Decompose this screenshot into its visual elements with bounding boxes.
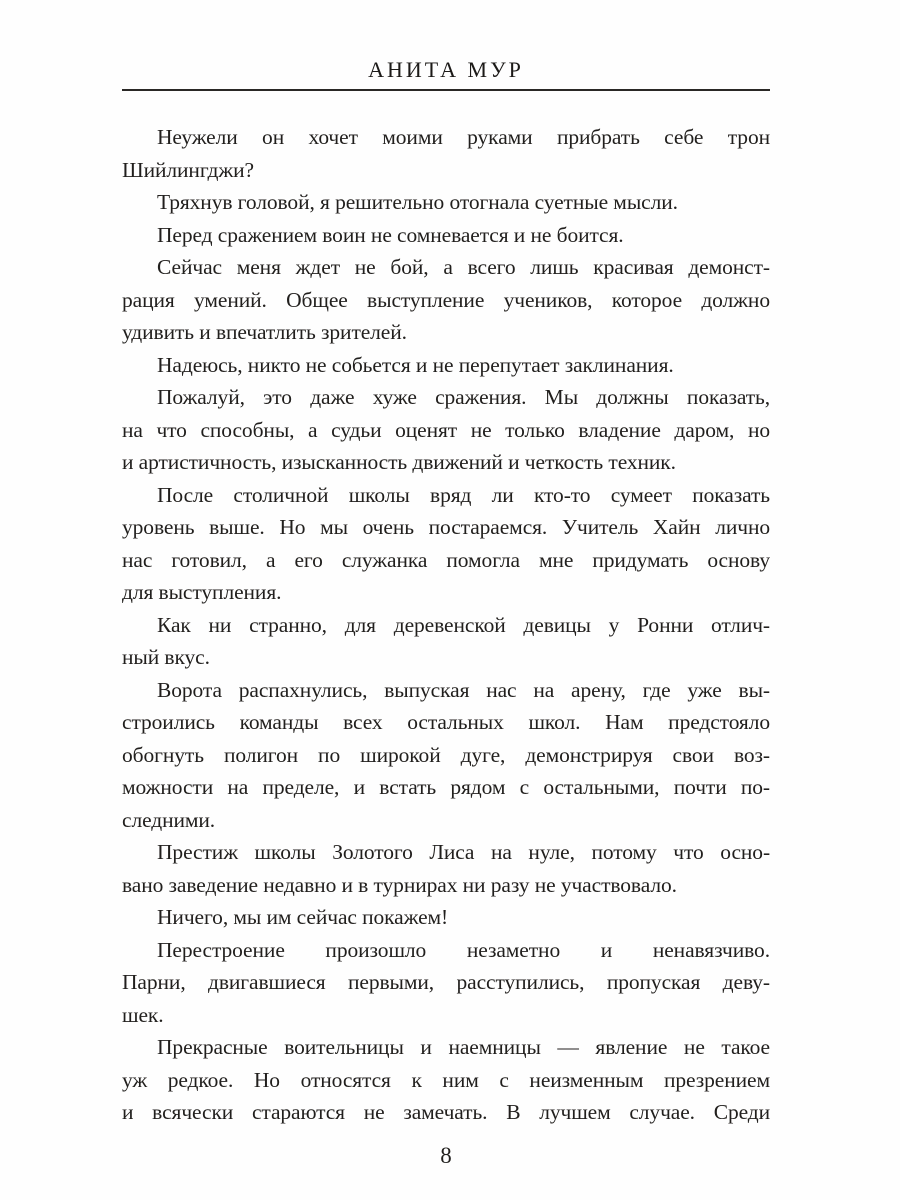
text-line: для выступления. [122,580,282,604]
text-line: Сейчас меня ждет не бой, а всего лишь красивая демонст- [157,255,770,279]
paragraph [122,836,770,901]
paragraph [122,934,770,1032]
text-line: ный вкус. [122,645,210,669]
text-line: Как ни странно, для деревенской девицы у Ронни отлич- [157,612,770,637]
text-line: рация умений. Общее выступление учеников, которое должно [122,287,770,312]
text-line: удивить и впечатлить зрителей. [122,320,407,344]
text-line: и всячески стараются не замечать. В лучшем случае. Среди [122,1100,770,1124]
text-line: Перед сражением воин не сомневается и не боится. [157,222,624,247]
text-line: следними. [122,807,216,832]
paragraph [122,349,770,382]
text-line: Шийлингджи? [122,157,254,182]
paragraph [122,1031,770,1129]
text-line: Тряхнув головой, я решительно отогнала суетные мысли. [157,190,678,214]
running-header: АНИТА МУР [368,57,524,82]
header-rule [122,89,770,91]
text-line: Ничего, мы им сейчас покажем! [157,905,449,929]
text-line: нас готовил, а его служанка помогла мне придумать основу [122,547,770,572]
text-line: Надеюсь, никто не собьется и не перепутает заклинания. [157,352,674,377]
text-line: и артистичность, изысканность движений и четкость техник. [122,450,676,474]
text-line: вано заведение недавно и в турнирах ни разу не участвовало. [122,872,677,897]
paragraph [122,186,770,219]
text-line: обогнуть полигон по широкой дуге, демонстрируя свои воз- [122,742,770,767]
text-line: Неужели он хочет моими руками прибрать себе трон [157,125,770,149]
page-number: 8 [440,1142,452,1168]
text-line: уж редкое. Но относятся к ним с неизменным презрением [122,1067,770,1092]
paragraph [122,479,770,609]
paragraph [122,251,770,349]
paragraph [122,381,770,479]
text-line: Престиж школы Золотого Лиса на нуле, потому что осно- [157,840,770,864]
paragraph [122,219,770,252]
text-line: можности на пределе, и встать рядом с остальными, почти по- [122,775,770,799]
body-text [122,121,770,1129]
paragraph [122,121,770,186]
text-line: на что способны, а судьи оценят не только владение даром, но [122,417,770,442]
text-line: Прекрасные воительницы и наемницы — явление не такое [157,1035,770,1059]
text-line: Парни, двигавшиеся первыми, расступились, пропуская деву- [122,970,770,994]
text-line: После столичной школы вряд ли кто-то сумеет показать [157,482,770,507]
paragraph [122,674,770,837]
paragraph [122,609,770,674]
text-line: уровень выше. Но мы очень постараемся. Учитель Хайн лично [122,515,770,539]
text-line: Пожалуй, это даже хуже сражения. Мы должны показать, [157,385,770,409]
text-line: строились команды всех остальных школ. Нам предстояло [122,710,770,734]
text-line: Перестроение произошло незаметно и ненавязчиво. [157,937,770,962]
text-line: Ворота распахнулись, выпуская нас на арену, где уже вы- [157,677,770,702]
paragraph [122,901,770,934]
text-line: шек. [122,1002,164,1027]
